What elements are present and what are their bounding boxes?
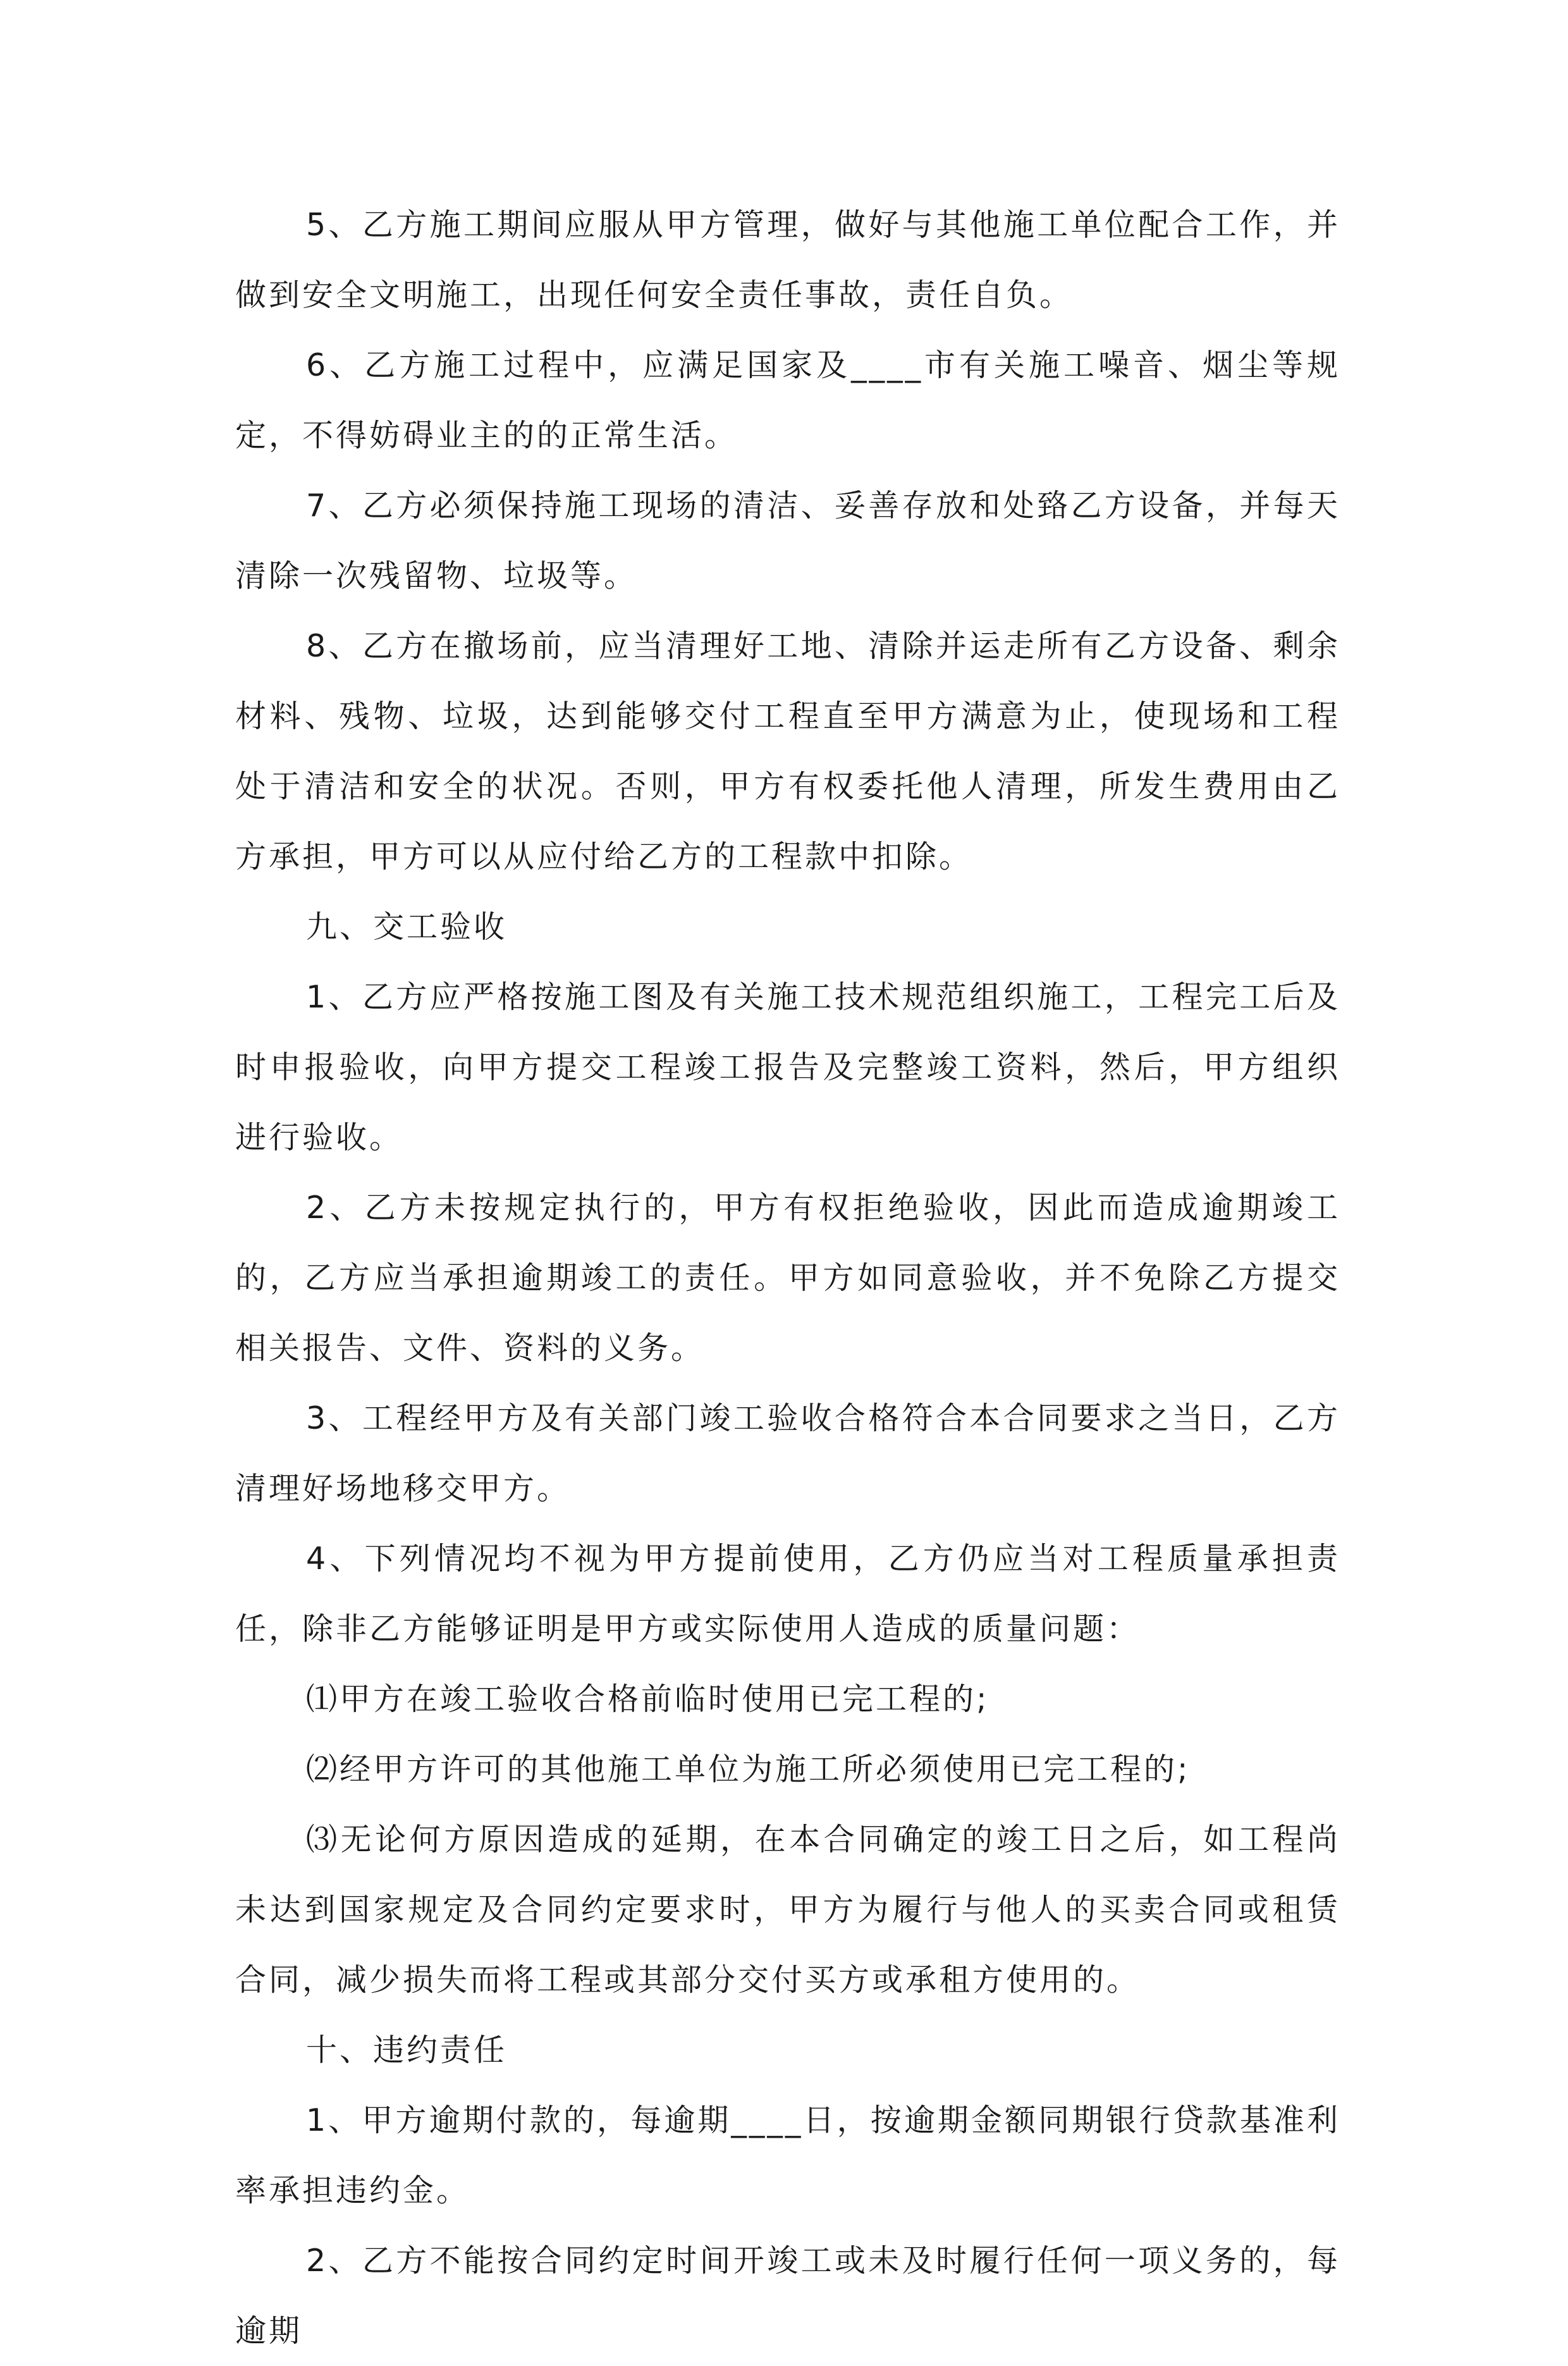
acceptance-subitem-2: ⑵经甲方许可的其他施工单位为施工所必须使用已完工程的; (306, 1751, 1191, 1787)
paragraph-item-6: 6、乙方施工过程中，应满足国家及____市有关施工噪音、烟尘等规定，不得妨碍业主的的正常生活。 (235, 347, 1340, 453)
paragraph-item-5: 5、乙方施工期间应服从甲方管理，做好与其他施工单位配合工作，并做到安全文明施工，出现任何安全责任事故，责任自负。 (235, 207, 1340, 313)
acceptance-subitem-1: ⑴甲方在竣工验收合格前临时使用已完工程的; (306, 1681, 989, 1717)
paragraph-item-7: 7、乙方必须保持施工现场的清洁、妥善存放和处臵乙方设备，并每天清除一次残留物、垃圾等。 (235, 488, 1340, 594)
acceptance-item-3: 3、工程经甲方及有关部门竣工验收合格符合本合同要求之当日，乙方清理好场地移交甲方。 (235, 1400, 1340, 1506)
acceptance-item-1: 1、乙方应严格按施工图及有关施工技术规范组织施工，工程完工后及时申报验收，向甲方提交工程竣工报告及完整竣工资料，然后，甲方组织进行验收。 (235, 979, 1340, 1155)
liability-item-2: 2、乙方不能按合同约定时间开竣工或未及时履行任何一项义务的，每逾期 (235, 2243, 1340, 2349)
acceptance-subitem-3: ⑶无论何方原因造成的延期，在本合同确定的竣工日之后，如工程尚未达到国家规定及合同约定要求时，甲方为履行与他人的买卖合同或租赁合同，减少损失而将工程或其部分交付买方或承租方使用的。 (235, 1821, 1340, 1998)
section-heading-acceptance: 九、交工验收 (306, 909, 508, 945)
section-heading-liability: 十、违约责任 (306, 2032, 508, 2068)
acceptance-item-2: 2、乙方未按规定执行的，甲方有权拒绝验收，因此而造成逾期竣工的，乙方应当承担逾期竣工的责任。甲方如同意验收，并不免除乙方提交相关报告、文件、资料的义务。 (235, 1190, 1340, 1366)
document-body (235, 190, 1340, 2366)
liability-item-1: 1、甲方逾期付款的，每逾期____日，按逾期金额同期银行贷款基准利率承担违约金。 (235, 2102, 1340, 2209)
paragraph-item-8: 8、乙方在撤场前，应当清理好工地、清除并运走所有乙方设备、剩余材料、残物、垃圾，达到能够交付工程直至甲方满意为止，使现场和工程处于清洁和安全的状况。否则，甲方有权委托他人清理，所发生费用由乙方承担，甲方可以从应付给乙方的工程款中扣除。 (235, 628, 1340, 875)
acceptance-item-4: 4、下列情况均不视为甲方提前使用，乙方仍应当对工程质量承担责任，除非乙方能够证明是甲方或实际使用人造成的质量问题： (235, 1541, 1340, 1647)
